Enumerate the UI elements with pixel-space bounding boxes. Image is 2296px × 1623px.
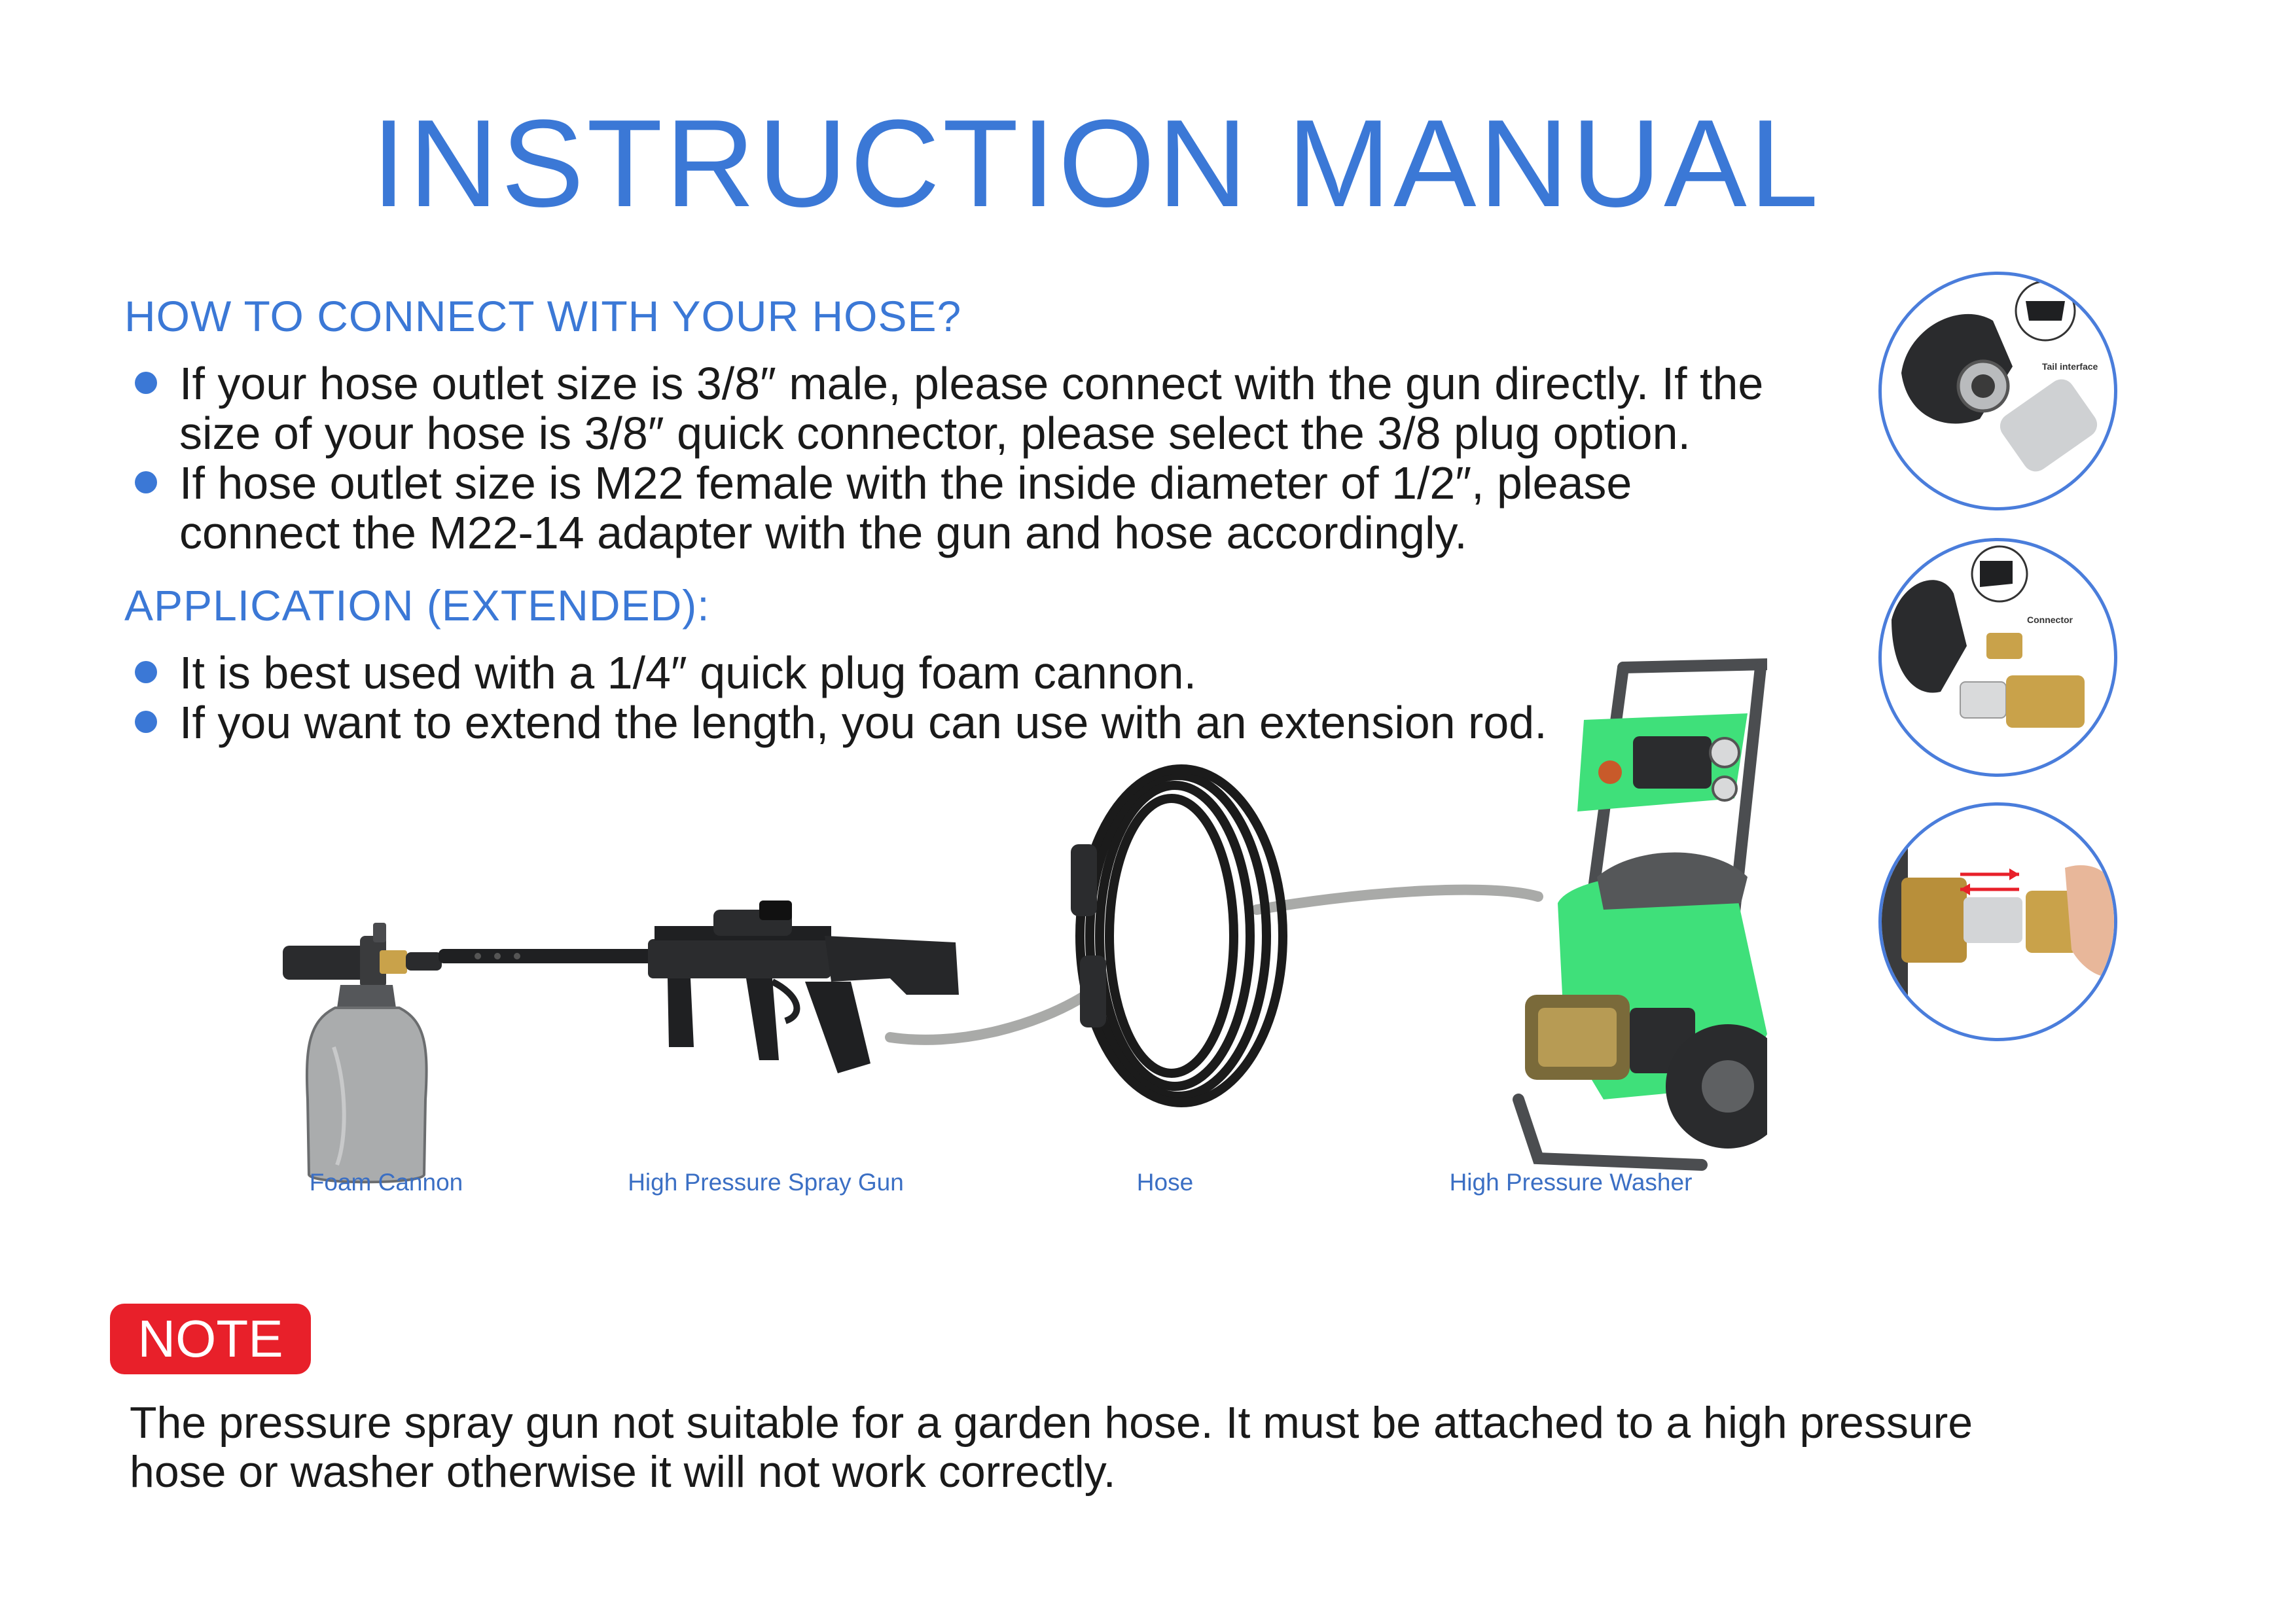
caption-pressure-washer: High Pressure Washer xyxy=(1449,1169,1693,1196)
hose-coil-icon xyxy=(1071,769,1283,1103)
gun-hose-line xyxy=(890,995,1086,1040)
inset-push-connect xyxy=(1878,802,2117,1041)
bullet-dot-icon xyxy=(135,661,157,683)
section-heading-application: APPLICATION (EXTENDED): xyxy=(124,581,710,630)
caption-hose: Hose xyxy=(1136,1169,1194,1196)
svg-text:Tail interface: Tail interface xyxy=(2042,361,2098,372)
caption-foam-cannon: Foam Cannon xyxy=(309,1169,463,1196)
bullet-dot-icon xyxy=(135,471,157,493)
push-connect-icon xyxy=(1882,806,2114,1038)
note-text: The pressure spray gun not suitable for a garden hose. It must be attached to a high pressure hose or washer otherwise it will not work correctly. xyxy=(130,1398,1973,1497)
caption-spray-gun: High Pressure Spray Gun xyxy=(628,1169,904,1196)
bullet-item: If you want to extend the length, you can use with an extension rod. xyxy=(126,698,1801,747)
washer-hose-line xyxy=(1257,890,1538,910)
page-title: INSTRUCTION MANUAL xyxy=(371,94,1821,233)
connector-icon xyxy=(1882,541,2114,774)
section-heading-connect: HOW TO CONNECT WITH YOUR HOSE? xyxy=(124,292,962,340)
pressure-washer-icon xyxy=(1518,664,1767,1165)
bullet-dot-icon xyxy=(135,372,157,394)
inset-connector xyxy=(1878,538,2117,777)
bullet-item: If your hose outlet size is 3/8″ male, please connect with the gun directly. If the size of your hose is 3/8″ quick connector, please select the 3/8 plug option. xyxy=(126,359,1801,458)
note-badge: NOTE xyxy=(110,1304,311,1374)
inset-tail-interface xyxy=(1878,272,2117,510)
product-illustration xyxy=(262,628,1767,1185)
connect-bullet-list xyxy=(126,359,1801,558)
spray-gun-icon xyxy=(439,901,959,1073)
bullet-item: If hose outlet size is M22 female with the inside diameter of 1/2″, please connect the M22-14 adapter with the gun and hose accordingly. xyxy=(126,458,1801,558)
bullet-dot-icon xyxy=(135,711,157,733)
foam-cannon-icon xyxy=(283,923,442,1182)
bullet-item: It is best used with a 1/4″ quick plug foam cannon. xyxy=(126,648,1801,698)
tail-interface-icon xyxy=(1882,275,2114,507)
svg-text:Connector: Connector xyxy=(2027,615,2073,625)
